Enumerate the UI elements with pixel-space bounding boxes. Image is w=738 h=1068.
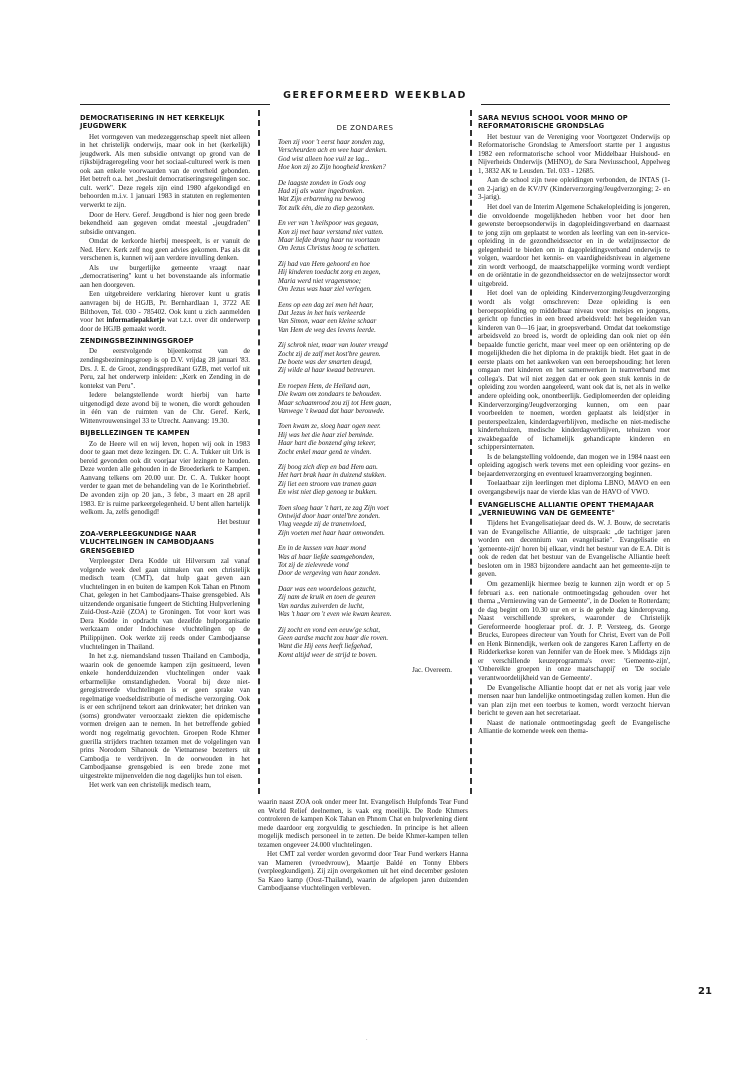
heading-evangelische-alliantie: EVANGELISCHE ALLIANTIE OPENT THEMAJAAR „VERNIEUWING VAN DE GEMEENTE" [478, 500, 654, 517]
paragraph: Het vormgeven van medezeggenschap speelt niet alleen in het christelijk onderwijs, maar ook in het (kerkelijk) jeugdwerk. Als men subsidie ontvangt op grond van de rijksbijdrageregeling voor het sociaal-cultureel werk is men ook aan enkele voorwaarden van de overheid gebonden. Het betreft o.a. het „besluit democratiseringsregelingen soc. cult. werk". Deze regels zijn eind 1980 afgekondigd en behoorden m.i.v. 1 januari 1983 in statuten en reglementen verwerkt te zijn. [80, 132, 250, 209]
paragraph: Het doel van de Interim Algemene Schakelopleiding is jongeren, die onvoldoende mogelijkheden hebben voor het door hen gewenste beroepsonderwijs in dagopleidingsverband en daarnaast te jong zijn om geplaatst te worden als leerling van een in-service-opleiding in de gezondheidssector en in de welzijnssector de gelegenheid te bieden om in dagopleidingsverband onderwijs te volgen, waardoor het kennis- en vaardigheidsniveau in algemene zin wordt verhoogd, de maatschappelijke vorming wordt verdiept en de oriëntatie in de gezondheidssector en de welzijnssector wordt uitgebreid. [478, 202, 670, 288]
poem-line: Wat Zijn erbarming nu bewoog [278, 195, 366, 204]
poem-line: Hij kinderen toedacht zorg en zegen, [278, 268, 381, 277]
signature: Het bestuur [217, 517, 250, 526]
poem-line: Dat Jezus in het huis verkeerde [278, 308, 366, 317]
paragraph: De eerstvolgende bijeenkomst van de zendingsbezinningsgroep is op D.V. vrijdag 28 januari '83. Drs. J. E. de Groot, zendingspredikant GZB, met verlof uit Peru, zal het onderwerp inleiden: „Kerk en Zending in de kontekst van Peru". [80, 347, 250, 390]
paragraph-text: Een uitgebreidere verklaring hierover kunt u gratis aanvragen bij de HGJB, Pr. Bernhardlaan 1, 3722 AE Bilthoven, Tel. 030 - 785402. Ook kunt u zich aanmelden voor het [80, 290, 250, 325]
poem-line: God wist alleen hoe vuil ze lag... [278, 154, 370, 163]
poem-line: Was al haar liefde saamgebonden, [278, 552, 375, 561]
poem-stanza [278, 138, 470, 172]
poem-author: Jac. Overeem. [412, 666, 452, 675]
poem-stanza [278, 341, 470, 375]
poem-line: Zij boog zich diep en bad Hem aan. [278, 463, 378, 471]
poem-stanza [278, 463, 470, 497]
paragraph: Om gezamenlijk hiermee bezig te kunnen zijn wordt er op 5 februari a.s. een nationale ontmoetingsdag gehouden over het thema „Vernieuwing van de Gemeente", in de Doelen te Rotterdam; de dag begint om 10.30 uur en er is de gehele dag kinderopvang. Naast verschillende sprekers, waaronder de Christelijk Gereformeerde hoogleraar prof. dr. J. P. Versteeg, ds. George Brucks, Europees directeur van Youth for Christ, Evert van de Poll en Henk Binnendijk, werken ook de zangeres Karen Lafferty en de Ridderkerkse koren van Jennifer van de Hoek mee. 's Middags zijn er verschillende keuzeprogramma's over: 'Gemeente-zijn', 'Onbereikte groepen in onze maatschappij' en 'De sociale verantwoordelijkheid van de Gemeente'. [478, 579, 670, 682]
poem-line: Tot zulk één, die zo diep gezonken. [278, 203, 375, 212]
paragraph: Iedere belangstellende wordt hierbij van harte uitgenodigd deze avond bij te wonen, die wordt gehouden in één van de ruimten van de Chr. Geref. Kerk, Wittenvrouwensingel 33 te Utrecht. Aanvang: 19.30. [80, 391, 250, 425]
poem-line: Toen zij voor 't eerst haar zonden zag, [278, 138, 385, 146]
poem-line: Toen kwam ze, sloeg haar ogen neer. [278, 422, 381, 431]
header-rule-right [481, 104, 670, 105]
paragraph: Het werk van een christelijk medisch team, [89, 781, 211, 790]
poem-line: Zocht zij de zalf met kost'bre geuren. [278, 349, 381, 358]
poem-line: Om Jezus Christus hoog te schatten. [278, 244, 380, 253]
heading-bijbellezingen: BIJBELLEZINGEN TE KAMPEN [80, 429, 190, 438]
poem-line: Maria werd niet vragensmoe; [278, 276, 362, 285]
poem-line: Haar hart die bonzend ging tekeer, [278, 439, 376, 448]
poem-line: Van nardus zuiverden de lucht, [278, 601, 364, 610]
column-left [80, 110, 250, 791]
paragraph: Is de belangstelling voldoende, dan mogen we in 1984 naast een opleiding agogisch werk tevens met een opleiding voor gezins- en bejaardenverzorging en eventueel kraamverzorging beginnen. [478, 452, 670, 478]
poem-stanzas [260, 138, 470, 659]
poem-box [258, 110, 472, 794]
poem-line: Had zij als water ingedronken. [278, 187, 365, 196]
heading-zoa: ZOA-VERPLEEGKUNDIGE NAAR VLUCHTELINGEN IN CAMBODJAANS GRENSGEBIED [80, 530, 215, 555]
poem-line: Die kwam om zondaars te behouden. [278, 390, 382, 399]
poem-line: Om Jezus was haar ziel verlegen. [278, 285, 372, 294]
poem-line: Hoe kon zij zo Zijn hoogheid krenken? [278, 163, 386, 172]
paragraph: Als uw burgerlijke gemeente vraagt naar „democratisering" kunt u het bovenstaande als informatie aan hen doorgeven. [80, 263, 250, 289]
poem-line: Vlug veegde zij de tranenvloed, [278, 520, 367, 529]
poem-line: Zij had van Hem gehoord en hoe [278, 259, 370, 268]
poem-stanza [278, 504, 470, 538]
poem-line: Zocht enkel maar genâ te vinden. [278, 447, 372, 456]
poem-line: Was 't haar om 't even wie kwam keuren. [278, 610, 392, 619]
poem-line: Door de vergeving van haar zonden. [278, 569, 381, 578]
poem-line: Ontwijd door haar ontel'bre zonden. [278, 512, 381, 521]
poem-line: De laagste zonden in Gods oog [278, 178, 366, 187]
paragraph: waarin naast ZOA ook onder meer Int. Evangelisch Hulpfonds Tear Fund en World Relief deelnemen, is vaak erg moeilijk. De Rode Khmers controleren de kampen Kok Tahan en Phnom Chat en hulpverlening dient mede daardoor erg zorgvuldig te geschieden. In principe is het alleen mogelijk medisch personeel in te zetten. De beide Khmer-kampen tellen tezamen ongeveer 24.000 vluchtelingen. [258, 798, 468, 849]
poem-title: DE ZONDARES [336, 124, 394, 132]
poem-stanza [278, 179, 470, 213]
poem-line: Van Simon, waar een kleine schaar [278, 317, 377, 326]
page-number: 21 [698, 986, 712, 997]
poem-stanza [278, 585, 470, 619]
poem-line: Eens op een dag zei men hét haar, [278, 300, 374, 309]
poem-line: Het hart brak haar in duizend stukken. [278, 471, 387, 480]
poem-line: De boete was der smarten deugd, [278, 357, 372, 366]
poem-stanza [278, 301, 470, 335]
poem-line: Zijn voeten met haar haar omwonden. [278, 528, 385, 537]
masthead-title: GEREFORMEERD WEEKBLAD [283, 90, 467, 101]
poem-stanza [278, 544, 470, 578]
poem-line: Kon zij met haar verstand niet vatten. [278, 227, 384, 236]
heading-democratisering: DEMOCRATISERING IN HET KERKELIJK JEUGDWERK [80, 114, 225, 131]
paragraph: Omdat de kerkorde hierbij meespeelt, is er vanuit de Ned. Herv. Kerk zelf nog geen advies gekomen. Pas als dit verschenen is, kunnen wij aan verdere invulling denken. [80, 237, 250, 263]
poem-line: Hij was het die haar ziel beminde. [278, 430, 374, 439]
poem-stanza [278, 260, 470, 294]
scan-mark: . [366, 1036, 368, 1042]
poem-line: En roepen Hem, de Heiland aan, [278, 381, 371, 390]
poem-line: Geen aardse macht zou haar die roven. [278, 633, 389, 642]
column-middle [258, 798, 468, 894]
paragraph: Aan de school zijn twee opleidingen verbonden, de INTAS (1- en 2-jarig) en de KV/JV (Kinderverzorging/Jeugdverzorging; 2- en 3-jarig). [478, 176, 670, 202]
column-right [478, 110, 670, 737]
poem-line: Zij wilde al haar kwaad betreuren. [278, 366, 376, 375]
poem-stanza [278, 382, 470, 416]
paragraph: Tijdens het Evangelisatiejaar deed ds. W. J. Bouw, de secretaris van de Evangelische Alliantie, de uitspraak: „de tachtiger jaren worden een decennium van evangelisatie". Evangelisatie en 'gemeente-zijn' horen bij elkaar, vindt het bestuur van de E.A. Dit is ook de reden dat het bestuur van de Evangelische Alliantie heeft besloten om in 1983 bijzondere aandacht aan het gemeente-zijn te geven. [478, 519, 670, 579]
poem-line: En wist niet diep genoeg te bukken. [278, 488, 377, 497]
paragraph-text: wat t.z.t. over dit onderwerp door de HGJB gemaakt wordt. [80, 316, 250, 333]
heading-sara-nevius: SARA NEVIUS SCHOOL VOOR MHNO OP REFORMATORISCHE GRONDSLAG [478, 114, 628, 131]
paragraph: Het CMT zal verder worden gevormd door Tear Fund werkers Hanna van Mameren (vroedvrouw), Maartje Baldé en Tonny Ebbers (verpleegkundigen). Zij zijn overgekomen uit het eind december gesloten Sa Kaeo kamp (Oost-Thailand), waarin de afgelopen jaren duizenden Cambodjaanse vluchtelingen verbleven. [258, 850, 468, 893]
poem-stanza [278, 219, 470, 253]
paragraph [80, 290, 250, 333]
poem-line: Maar liefde drong haar nu voortaan [278, 236, 380, 245]
paragraph: In het z.g. niemandsland tussen Thailand en Cambodja, waarin ook de genoemde kampen zijn gesitueerd, leven enkele honderdduizenden vluchtelingen onder vaak erbarmelijke omstandigheden. Vooral bij deze niet-geregistreerde vluchtelingen is er geen sprake van regelmatige voedseldistributie of medische verzorging. Ook is er een schrijnend tekort aan drinkwater; het drinken van (soms) grondwater veroorzaakt ziekten die epidemische vormen dreigen aan te nemen. In het betreffende gebied wordt nog regelmatig gevochten. Groepen Rode Khmer guerilla strijders trachten tezamen met de volgelingen van prins Norodom Sihanouk de Vietnamese bezetters uit Cambodja te verdrijven. In de oorwouden in het Cambodjaanse grensgebied is een brede zone met uitgestrekte mijnenvelden die nog dagelijks hun tol eisen. [80, 652, 250, 780]
poem-line: Tot zij de zielevrede vond [278, 561, 349, 570]
poem-stanza [278, 626, 470, 660]
poem-line: Maar schaamrood zou zij tot Hem gaan, [278, 398, 392, 407]
poem-line: Van Hem de weg des levens leerde. [278, 325, 376, 334]
paragraph: Het doel van de opleiding Kinderverzorging/Jeugdverzorging wordt als volgt omschreven: Deze opleiding is een beroepsopleiding op middelbaar niveau voor meisjes en jongens, gericht op functies in een breed arbeidsveld: het begeleiden van kinderen van 0—16 jaar, in groepsverband. Omdat dat toekomstige arbeidsveld zo breed is, wordt de opleiding dan ook niet op één bepaalde functie gericht, maar veel meer op een oriëntering op de mogelijkheden die het diploma in de praktijk biedt. Het gaat in de eerste plaats om het aankweken van een beroepshouding: het leren omgaan met kinderen en het samenwerken in teamverband met collega's. Dat wil niet zeggen dat er ook geen stuk kennis in de opleiding zou worden aangeleerd, want ook dat is, net als in welke andere opleiding ook, onontbeerlijk. Gediplomeerden der opleiding Kinderverzorging/Jeugdverzorging kunnen, om een paar voorbeelden te noemen, worden geplaatst als leid(st)er in peuterspeelzalen, kinderdagverblijven, medische en niet-medische kindertehuizen, medische kinderdagverblijven, tehuizen voor zwakbegaafde of lichamelijk gehandicapte kinderen en schippersinternaten. [478, 289, 670, 452]
paragraph: Naast de nationale ontmoetingsdag geeft de Evangelische Alliantie de komende week een thema- [478, 718, 670, 736]
poem-line: En ver van 't heilspoor was gegaan, [278, 219, 379, 228]
paragraph: Zo de Heere wil en wij leven, hopen wij ook in 1983 door te gaan met deze lezingen. Dr. C. A. Tukker uit Urk is bereid gevonden ook dit voorjaar vier lezingen te houden. Deze worden alle gehouden in de Broederkerk te Kampen. Aanvang telkens om 20.00 uur. Dr. C. A. Tukker hoopt verder te gaan met de behandeling van de 1e Korinthebrief. De avonden zijn op 20 jan., 3 febr., 3 maart en 28 april 1983. Er is ruime parkeergelegenheid. U bent allen hartelijk welkom. Ja, zelfs genodigd! [80, 439, 250, 517]
paragraph: Verpleegster Dera Kodde uit Hilversum zal vanaf volgende week deel gaan uitmaken van een christelijk medisch team (CMT), dat hulp gaat geven aan vluchtelingen in en buiten de kampen Kok Tahan en Phnom Chat, gelegen in het Cambodjaans-Thaise grensgebied. Als uitzendende organisatie fungeert de Stichting Hulpverlening Zuid-Oost-Azië (ZOA) te Groningen. Tot voor kort was Dera Kodde in opdracht van dezelfde hulporganisatie werkzaam onder Indochinese vluchtelingen op de Philippijnen. Ook werkte zij reeds onder Cambodjaanse vluchtelingen in Thailand. [80, 557, 250, 651]
poem-line: Zij schrok niet, maar van louter vreugd [278, 341, 388, 350]
poem-line: Verscheurden ach en wee haar denken. [278, 146, 387, 155]
heading-zendingsbezinning: ZENDINGSBEZINNINGSGROEP [80, 337, 194, 346]
poem-line: Vanwege 't kwaad dat haar berouwde. [278, 406, 385, 415]
paragraph: Het bestuur van de Vereniging voor Voortgezet Onderwijs op Reformatorische Grondslag te Amersfoort startte per 1 augustus 1982 een reformatorische school voor Middelbaar Huishoud- en Nijverheids Onderwijs (MHNO), de Sara Neviusschool, Appelweg 1, 3832 AK te Leusden. Tel. 033 - 12685. [478, 132, 670, 175]
paragraph-bold: informatiepakketje [106, 316, 165, 325]
poem-line: En in de kussen van haar mond [278, 544, 366, 553]
header-rule-left [80, 104, 270, 105]
paragraph: De Evangelische Alliantie hoopt dat er net als vorig jaar vele mensen naar hun landelijke ontmoetingsdag zullen komen. Hun die van plan zijn met een toerbus te komen, wordt verzocht hiervan bericht te geven aan het secretariaat. [478, 683, 670, 718]
poem-line: Daar was een woordeloos gezucht, [278, 584, 376, 593]
poem-line: Zij liet een stroom van tranen gaan [278, 479, 377, 488]
poem-line: Want die Hij eens heeft liefgehad, [278, 642, 373, 651]
poem-stanza [278, 422, 470, 456]
poem-line: Komt altijd weer de strijd te boven. [278, 650, 377, 659]
paragraph: Toelaatbaar zijn leerlingen met diploma LBNO, MAVO en een overgangsbewijs naar de vierde klas van de HAVO of VWO. [478, 479, 670, 497]
poem-line: Zij nam de kruik en toen de geuren [278, 593, 376, 602]
paragraph: Door de Herv. Geref. Jeugdbond is hier nog geen brede bekendheid aan gegeven omdat meestal „jeugdraden" subsidie ontvangen. [80, 210, 250, 236]
poem-line: Zij zocht en vond een eeuw'ge schat, [278, 625, 380, 634]
poem-line: Toen sloeg haar 't hart, ze zag Zijn voet [278, 503, 389, 512]
